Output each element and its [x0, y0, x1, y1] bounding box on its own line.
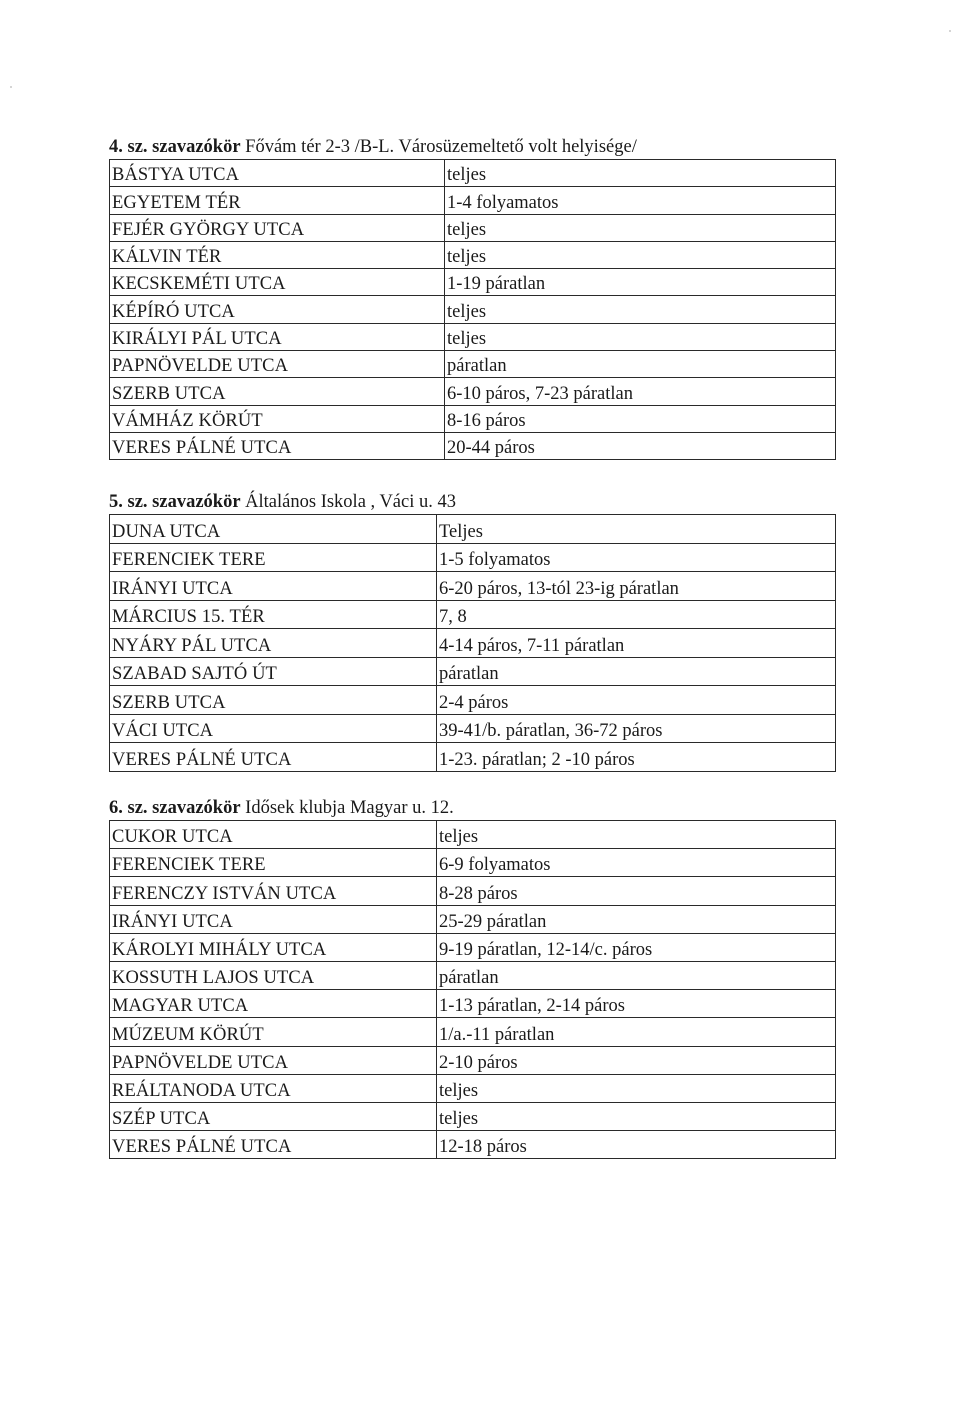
table-row	[110, 323, 836, 350]
house-number-range: 4-14 páros, 7-11 páratlan	[437, 629, 836, 658]
house-number-range: 12-18 páros	[437, 1131, 836, 1159]
street-name: KIRÁLYI PÁL UTCA	[110, 323, 445, 350]
table-row	[110, 1131, 836, 1159]
house-number-range: teljes	[437, 821, 836, 849]
district-number: 5. sz. szavazókör	[109, 492, 241, 512]
house-number-range: teljes	[437, 1102, 836, 1130]
street-name: KOSSUTH LAJOS UTCA	[110, 961, 437, 989]
table-row	[110, 378, 836, 405]
street-name: VERES PÁLNÉ UTCA	[110, 743, 437, 772]
street-name: KÁLVIN TÉR	[110, 241, 445, 268]
street-name: VERES PÁLNÉ UTCA	[110, 432, 445, 459]
house-number-range: 39-41/b. páratlan, 36-72 páros	[437, 714, 836, 743]
house-number-range: 9-19 páratlan, 12-14/c. páros	[437, 933, 836, 961]
table-row	[110, 657, 836, 686]
street-name: FERENCIEK TERE	[110, 543, 437, 572]
street-name: MÚZEUM KÖRÚT	[110, 1018, 437, 1046]
street-name: SZÉP UTCA	[110, 1102, 437, 1130]
table-row	[110, 432, 836, 459]
street-name: KECSKEMÉTI UTCA	[110, 269, 445, 296]
house-number-range: 2-10 páros	[437, 1046, 836, 1074]
street-name: VÁCI UTCA	[110, 714, 437, 743]
table-row	[110, 877, 836, 905]
table-row	[110, 572, 836, 601]
table-row	[110, 905, 836, 933]
polling-district-5	[109, 490, 836, 772]
house-number-range: teljes	[445, 323, 836, 350]
table-row	[110, 849, 836, 877]
table-row	[110, 821, 836, 849]
house-number-range: 1-5 folyamatos	[437, 543, 836, 572]
house-number-range: 8-28 páros	[437, 877, 836, 905]
table-row	[110, 543, 836, 572]
district-number: 4. sz. szavazókör	[109, 137, 241, 157]
district-heading	[109, 796, 836, 820]
table-row	[110, 214, 836, 241]
house-number-range: 6-20 páros, 13-tól 23-ig páratlan	[437, 572, 836, 601]
table-row	[110, 1018, 836, 1046]
house-number-range: 1-13 páratlan, 2-14 páros	[437, 990, 836, 1018]
house-number-range: 1-19 páratlan	[445, 269, 836, 296]
house-number-range: 20-44 páros	[445, 432, 836, 459]
house-number-range: teljes	[445, 296, 836, 323]
street-table	[109, 159, 836, 460]
street-name: BÁSTYA UTCA	[110, 160, 445, 187]
table-row	[110, 686, 836, 715]
table-row	[110, 933, 836, 961]
street-name: MAGYAR UTCA	[110, 990, 437, 1018]
house-number-range: páratlan	[437, 961, 836, 989]
house-number-range: 1-4 folyamatos	[445, 187, 836, 214]
district-number: 6. sz. szavazókör	[109, 798, 241, 818]
street-name: SZERB UTCA	[110, 378, 445, 405]
polling-district-6	[109, 796, 836, 1159]
street-name: NYÁRY PÁL UTCA	[110, 629, 437, 658]
street-name: SZABAD SAJTÓ ÚT	[110, 657, 437, 686]
house-number-range: 1-23. páratlan; 2 -10 páros	[437, 743, 836, 772]
polling-district-4	[109, 135, 836, 460]
district-location: Általános Iskola , Váci u. 43	[245, 492, 456, 512]
table-row	[110, 990, 836, 1018]
house-number-range: teljes	[445, 241, 836, 268]
table-row	[110, 629, 836, 658]
house-number-range: 2-4 páros	[437, 686, 836, 715]
table-row	[110, 600, 836, 629]
table-row	[110, 187, 836, 214]
street-name: REÁLTANODA UTCA	[110, 1074, 437, 1102]
street-name: FERENCZY ISTVÁN UTCA	[110, 877, 437, 905]
table-row	[110, 1046, 836, 1074]
table-row	[110, 351, 836, 378]
table-row	[110, 241, 836, 268]
table-row	[110, 405, 836, 432]
house-number-range: páratlan	[437, 657, 836, 686]
street-name: IRÁNYI UTCA	[110, 572, 437, 601]
table-row	[110, 714, 836, 743]
street-table	[109, 514, 836, 772]
house-number-range: 25-29 páratlan	[437, 905, 836, 933]
table-row	[110, 743, 836, 772]
scan-speck	[10, 86, 12, 88]
street-name: FEJÉR GYÖRGY UTCA	[110, 214, 445, 241]
street-name: MÁRCIUS 15. TÉR	[110, 600, 437, 629]
street-name: KÉPÍRÓ UTCA	[110, 296, 445, 323]
street-name: FERENCIEK TERE	[110, 849, 437, 877]
street-name: KÁROLYI MIHÁLY UTCA	[110, 933, 437, 961]
street-name: VERES PÁLNÉ UTCA	[110, 1131, 437, 1159]
table-row	[110, 296, 836, 323]
table-row	[110, 1074, 836, 1102]
house-number-range: teljes	[445, 160, 836, 187]
house-number-range: teljes	[445, 214, 836, 241]
street-name: PAPNÖVELDE UTCA	[110, 351, 445, 378]
street-name: DUNA UTCA	[110, 515, 437, 544]
street-table	[109, 820, 836, 1159]
district-location: Idősek klubja Magyar u. 12.	[245, 798, 454, 818]
street-name: IRÁNYI UTCA	[110, 905, 437, 933]
table-row	[110, 515, 836, 544]
district-heading	[109, 135, 836, 159]
house-number-range: Teljes	[437, 515, 836, 544]
house-number-range: 1/a.-11 páratlan	[437, 1018, 836, 1046]
house-number-range: 6-9 folyamatos	[437, 849, 836, 877]
scan-speck	[949, 30, 951, 32]
street-name: EGYETEM TÉR	[110, 187, 445, 214]
house-number-range: páratlan	[445, 351, 836, 378]
street-name: VÁMHÁZ KÖRÚT	[110, 405, 445, 432]
district-location: Fővám tér 2-3 /B-L. Városüzemeltető volt helyisége/	[245, 137, 637, 157]
street-name: CUKOR UTCA	[110, 821, 437, 849]
street-name: SZERB UTCA	[110, 686, 437, 715]
table-row	[110, 269, 836, 296]
house-number-range: 6-10 páros, 7-23 páratlan	[445, 378, 836, 405]
table-row	[110, 961, 836, 989]
table-row	[110, 160, 836, 187]
table-row	[110, 1102, 836, 1130]
street-name: PAPNÖVELDE UTCA	[110, 1046, 437, 1074]
house-number-range: teljes	[437, 1074, 836, 1102]
house-number-range: 8-16 páros	[445, 405, 836, 432]
district-heading	[109, 490, 836, 514]
house-number-range: 7, 8	[437, 600, 836, 629]
